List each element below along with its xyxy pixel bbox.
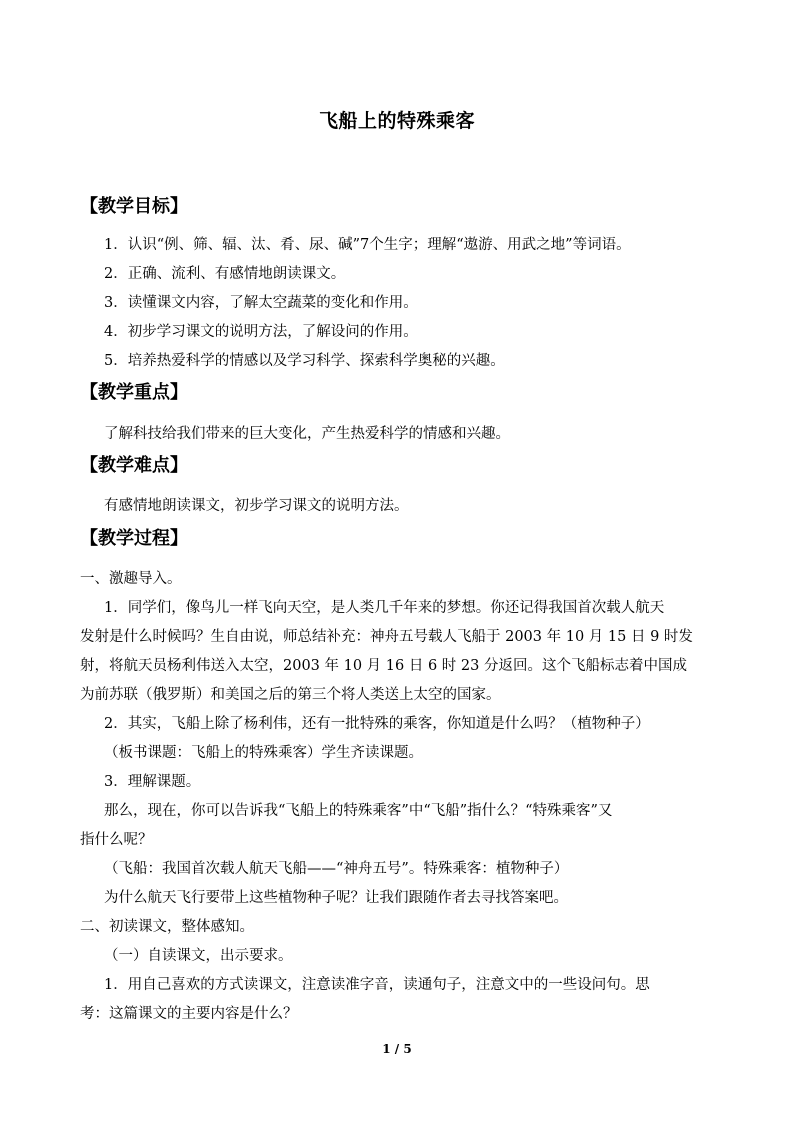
process-line: 2．其实，飞船上除了杨利伟，还有一批特殊的乘客，你知道是什么吗？（植物种子） <box>104 716 650 732</box>
process-line: 1．用自己喜欢的方式读课文，注意读准字音，读通句子，注意文中的一些设问句。思 <box>104 977 650 993</box>
difficulty-text: 有感情地朗读课文，初步学习课文的说明方法。 <box>104 498 409 514</box>
process-line: 那么，现在，你可以告诉我“飞船上的特殊乘客”中“飞船”指什么？“特殊乘客”又 <box>104 803 613 819</box>
process-line: 为什么航天飞行要带上这些植物种子呢？让我们跟随作者去寻找答案吧。 <box>104 890 568 906</box>
difficulty-heading: 【教学难点】 <box>80 455 188 476</box>
process-line: 发射是什么时候吗？生自由说，师总结补充：神舟五号载人飞船于 2003 年 10 月 15 日 9 时发 <box>80 629 693 645</box>
process-heading: 【教学过程】 <box>80 528 188 549</box>
key-text: 了解科技给我们带来的巨大变化，产生热爱科学的情感和兴趣。 <box>104 426 510 442</box>
page-number: 1 / 5 <box>382 1042 412 1056</box>
process-line: 二、初读课文，整体感知。 <box>80 919 254 935</box>
process-line: 3．理解课题。 <box>104 774 201 790</box>
process-line: （飞船：我国首次载人航天飞船——“神舟五号”。特殊乘客：植物种子） <box>104 861 569 877</box>
process-line: 射，将航天员杨利伟送入太空，2003 年 10 月 16 日 6 时 23 分返回。这个飞船标志着中国成 <box>80 658 687 674</box>
goals-heading: 【教学目标】 <box>80 196 188 217</box>
process-line: 为前苏联（俄罗斯）和美国之后的第三个将人类送上太空的国家。 <box>80 687 501 703</box>
goal-item: 5．培养热爱科学的情感以及学习科学、探索科学奥秘的兴趣。 <box>104 353 505 369</box>
process-line: 1．同学们，像鸟儿一样飞向天空，是人类几千年来的梦想。你还记得我国首次载人航天 <box>104 600 665 616</box>
process-line: 一、激趣导入。 <box>80 571 182 587</box>
process-line: （一）自读课文，出示要求。 <box>104 948 293 964</box>
process-line: 考：这篇课文的主要内容是什么？ <box>80 1006 298 1022</box>
goal-item: 3．读懂课文内容，了解太空蔬菜的变化和作用。 <box>104 295 418 311</box>
goal-item: 2．正确、流利、有感情地朗读课文。 <box>104 266 346 282</box>
page-title: 飞船上的特殊乘客 <box>318 110 475 132</box>
process-line: （板书课题：飞船上的特殊乘客）学生齐读课题。 <box>104 745 423 761</box>
key-heading: 【教学重点】 <box>80 382 188 403</box>
goal-item: 4．初步学习课文的说明方法，了解设问的作用。 <box>104 324 418 340</box>
process-line: 指什么呢？ <box>80 832 153 848</box>
goal-item: 1．认识“例、筛、辐、汰、肴、尿、碱”7个生字；理解“遨游、用武之地”等词语。 <box>104 237 631 253</box>
